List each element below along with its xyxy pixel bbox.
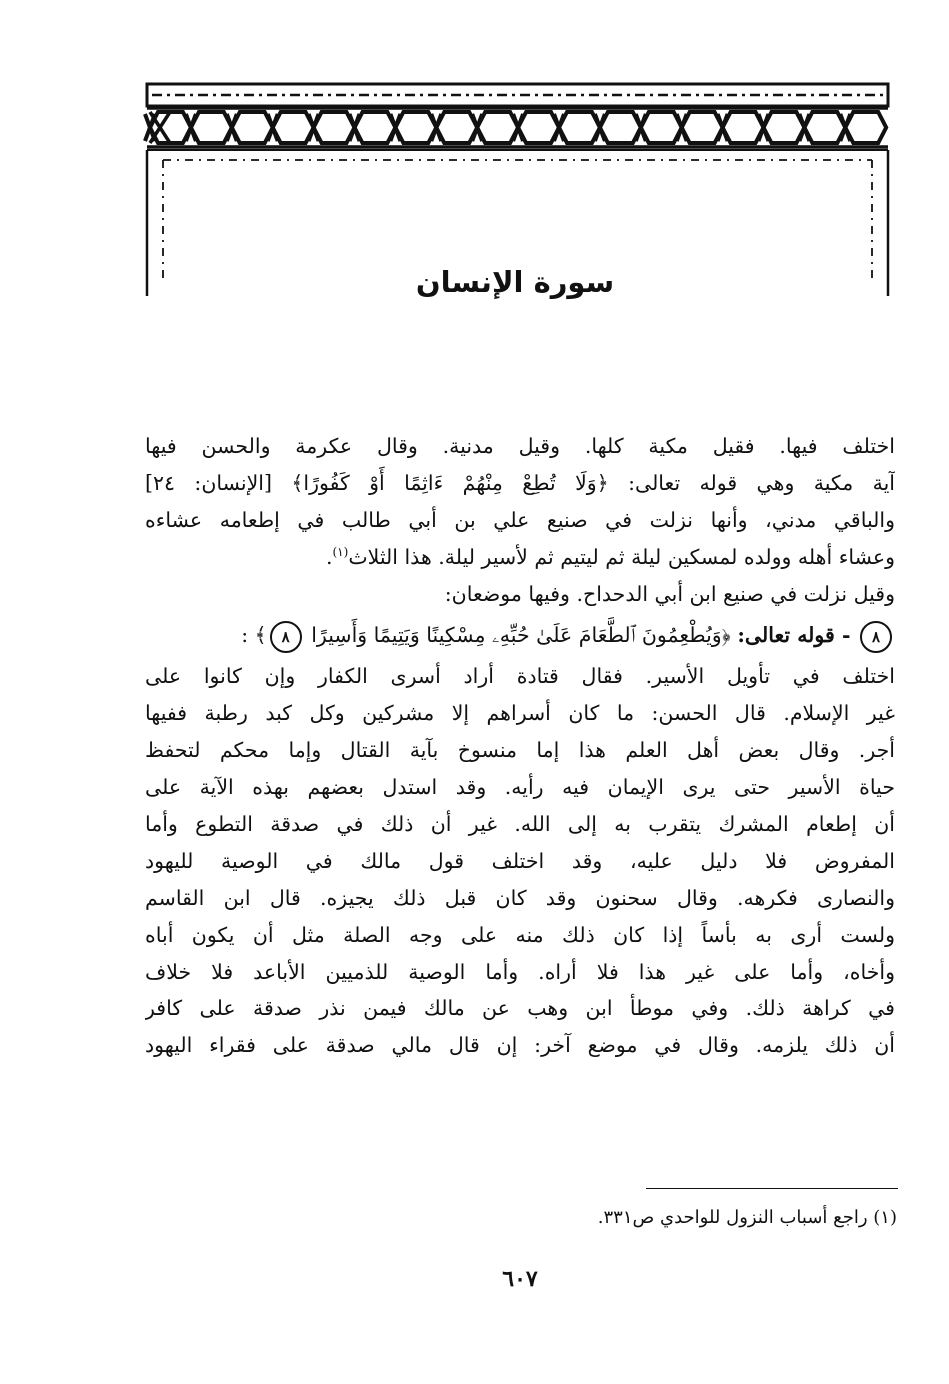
interlace-knot <box>718 114 728 141</box>
text-line: غير الإسلام. قال الحسن: ما كان أسراهم إلا مشركين وكل كبد رطبة ففيها <box>145 701 895 726</box>
text-line: آية مكية وهي قوله تعالى: ﴿وَلَا تُطِعْ مِنْهُمْ ءَاثِمًا أَوْ كَفُورًا﴾ [الإنسان: ٢٤] <box>145 470 895 495</box>
footnote-divider <box>646 1188 898 1189</box>
interlace-knot <box>309 114 319 141</box>
interlace-knot <box>145 114 155 141</box>
interlace-knot <box>186 114 196 141</box>
text-line: في كراهة ذلك. وفي موطأ ابن وهب عن مالك فيمن نذر صدقة على كافر <box>145 996 895 1021</box>
interlace-knot <box>840 114 850 141</box>
footnote <box>400 1204 897 1232</box>
text-line: أن ذلك يلزمه. وقال في موضع آخر: إن قال مالي صدقة على فقراء اليهود <box>145 1033 895 1058</box>
text-line: أن إطعام المشرك يتقرب به إلى الله. غير أن ذلك في صدقة التطوع وأما <box>145 812 895 837</box>
text-line: اختلف فيها. فقيل مكية كلها. وقيل مدنية. وقال عكرمة والحسن فيها <box>145 434 895 458</box>
verse-end-number-badge: ٨ <box>270 621 302 653</box>
interlace-knot <box>636 114 646 141</box>
text-line: والنصارى فكرهه. وقال سحنون وقد كان قبل ذلك يجيزه. قال ابن القاسم <box>145 885 895 910</box>
footnote-marker: (١) <box>873 1207 897 1228</box>
surah-title: سورة الإنسان <box>415 265 615 299</box>
body-text <box>145 428 895 1064</box>
interlace-knot <box>677 114 687 141</box>
text-line: ولست أرى به بأساً إذا كان ذلك منه على وجه الصلة مثل أن يكون أباه <box>145 922 895 947</box>
interlace-knot <box>472 114 482 141</box>
interlace-hexagons <box>145 112 886 143</box>
text-line: وقيل نزلت في صنيع ابن أبي الدحداح. وفيها موضعان: <box>444 581 895 606</box>
interlace-knot <box>595 114 605 141</box>
verse-label: - قوله تعالى: <box>737 623 851 648</box>
text-line: اختلف في تأويل الأسير. فقال قتادة أراد أسرى الكفار وإن كانوا على <box>145 664 895 689</box>
interlace-knot <box>268 114 278 141</box>
text-line: وعشاء أهله وولده لمسكين ليلة ثم ليتيم ثم لأسير ليلة. هذا الثلاث$^{(١)}$. <box>325 544 895 569</box>
interlace-knot <box>799 114 809 141</box>
verse-text: ﴿وَيُطْعِمُونَ ٱلطَّعَامَ عَلَىٰ حُبِّهِۦ مِسْكِينًا وَيَتِيمًا وَأَسِيرًا <box>311 623 731 648</box>
page-number: ٦٠٧ <box>502 1266 538 1292</box>
interlace-knot <box>513 114 523 141</box>
text-line: وأخاه، وأما على غير هذا فلا أراه. وأما الوصية للذميين الأباعد فلا خلاف <box>145 959 895 984</box>
text-line: والباقي مدني، وأنها نزلت في صنيع علي بن أبي طالب في إطعامه عشاءه <box>145 507 895 532</box>
footnote-reference: (١) <box>332 544 349 559</box>
interlace-knot <box>554 114 564 141</box>
text-line: حياة الأسير حتى يرى الإيمان فيه رأيه. وقد استدل بعضهم بهذه الآية على <box>145 775 895 800</box>
text-line: المفروض فلا دليل عليه، وقد اختلف قول مالك في الوصية لليهود <box>145 848 895 873</box>
interlace-knot <box>759 114 769 141</box>
top-border-band <box>147 84 888 106</box>
interlace-knot <box>390 114 400 141</box>
verse-number-badge: ٨ <box>860 621 892 653</box>
verse-heading <box>145 612 895 658</box>
interlace-knot <box>431 114 441 141</box>
text-line: أجر. وقال بعض أهل العلم هذا إما منسوخ بآية القتال وإما محكم لتحفظ <box>145 738 895 763</box>
footnote-text: راجع أسباب النزول للواحدي ص٣٣١. <box>597 1207 868 1228</box>
text-line-content: وعشاء أهله وولده لمسكين ليلة ثم ليتيم ثم لأسير ليلة. هذا الثلاث <box>348 544 895 569</box>
interlace-knot <box>350 114 360 141</box>
verse-end: ﴾ : <box>241 623 267 648</box>
interlace-knot <box>227 114 237 141</box>
